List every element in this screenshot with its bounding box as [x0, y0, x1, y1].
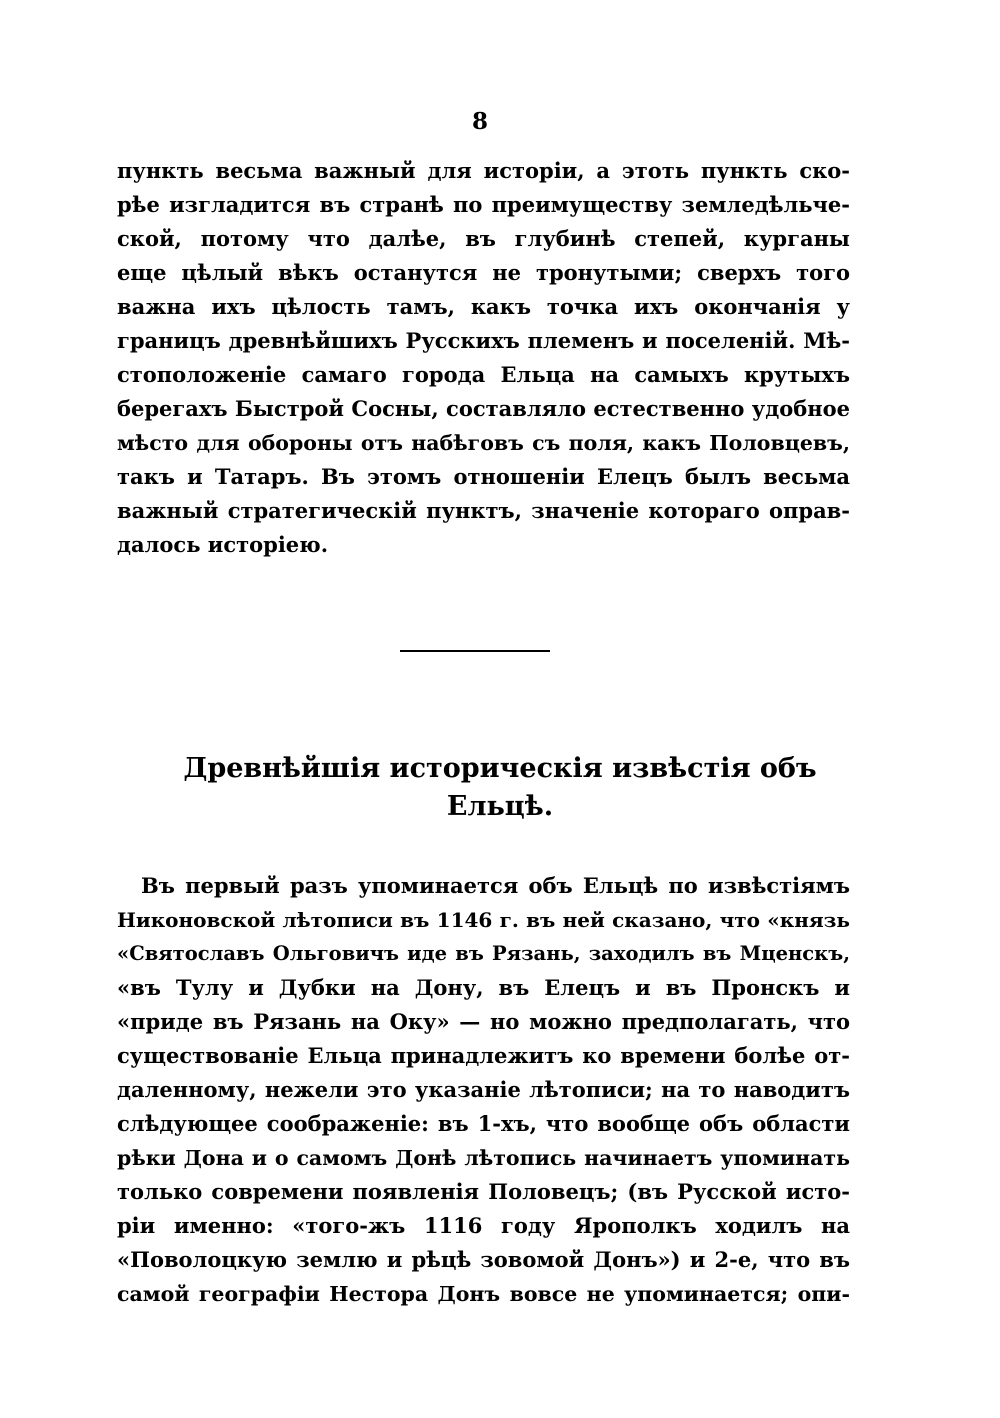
paragraph-2-line-1: Въ первый разъ упоминается объ Ельцѣ по извѣстіямъ: [141, 873, 850, 898]
paragraph-2-line-3: «Святославъ Ольговичъ иде въ Рязань, заходилъ въ Мценскъ,: [117, 942, 850, 965]
paragraph-1-line-11: важный стратегическій пунктъ, значеніе котораго оправ-: [117, 498, 850, 523]
paragraph-2-line-11: ріи именно: «того-жъ 1116 году Ярополкъ ходилъ на: [117, 1213, 850, 1238]
paragraph-2-line-7: даленному, нежели это указаніе лѣтописи; на то наводитъ: [117, 1077, 850, 1102]
paragraph-2-line-13: самой географіи Нестора Донъ вовсе не упоминается; опи-: [117, 1282, 850, 1306]
paragraph-2-line-6: существованіе Ельца принадлежитъ ко времени болѣе от-: [117, 1043, 850, 1068]
paragraph-1-line-8: берегахъ Быстрой Сосны, составляло естественно удобное: [117, 396, 850, 421]
paragraph-1-line-4: еще цѣлый вѣкъ останутся не тронутыми; сверхъ того: [117, 260, 850, 285]
paragraph-2-line-8: слѣдующее соображеніе: въ 1-хъ, что вообще объ области: [117, 1111, 850, 1136]
section-title-line-1: Древнѣйшія историческія извѣстія объ: [183, 753, 817, 784]
paragraph-1-line-12: далось исторіею.: [117, 532, 329, 557]
paragraph-1-line-7: стоположеніе самаго города Ельца на самыхъ крутыхъ: [117, 362, 850, 387]
paragraph-1-line-10: такъ и Татаръ. Въ этомъ отношеніи Елецъ былъ весьма: [117, 464, 850, 489]
paragraph-2-line-12: «Поволоцкую землю и рѣцѣ зовомой Донъ») и 2-е, что въ: [117, 1247, 850, 1272]
paragraph-1: [117, 155, 850, 565]
paragraph-2-line-5: «приде въ Рязань на Оку» — но можно предполагать, что: [117, 1009, 850, 1034]
paragraph-2-line-10: только современи появленія Половецъ; (въ Русской исто-: [117, 1179, 850, 1204]
paragraph-2: [117, 870, 850, 1310]
section-title-line-2: Ельцѣ.: [446, 791, 554, 822]
paragraph-1-line-5: важна ихъ цѣлость тамъ, какъ точка ихъ окончанія у: [117, 294, 850, 319]
section-divider: [400, 650, 550, 652]
page-number: 8: [471, 108, 488, 135]
paragraph-1-line-2: рѣе изгладится въ странѣ по преимуществу земледѣльче-: [117, 192, 850, 217]
paragraph-2-line-9: рѣки Дона и о самомъ Донѣ лѣтопись начинаетъ упоминать: [117, 1146, 850, 1170]
paragraph-1-line-1: пункть весьма важный для исторіи, а этоть пункть ско-: [117, 158, 850, 183]
paragraph-2-line-2: Никоновской лѣтописи въ 1146 г. въ ней сказано, что «князь: [117, 908, 850, 932]
paragraph-1-line-3: ской, потому что далѣе, въ глубинѣ степей, курганы: [117, 226, 850, 251]
paragraph-2-line-4: «въ Тулу и Дубки на Дону, въ Елецъ и въ Пронскъ и: [117, 975, 850, 1000]
paragraph-1-line-9: мѣсто для обороны отъ набѣговъ съ поля, какъ Половцевъ,: [117, 431, 850, 455]
paragraph-1-line-6: границъ древнѣйшихъ Русскихъ племенъ и поселеній. Мѣ-: [117, 328, 850, 353]
